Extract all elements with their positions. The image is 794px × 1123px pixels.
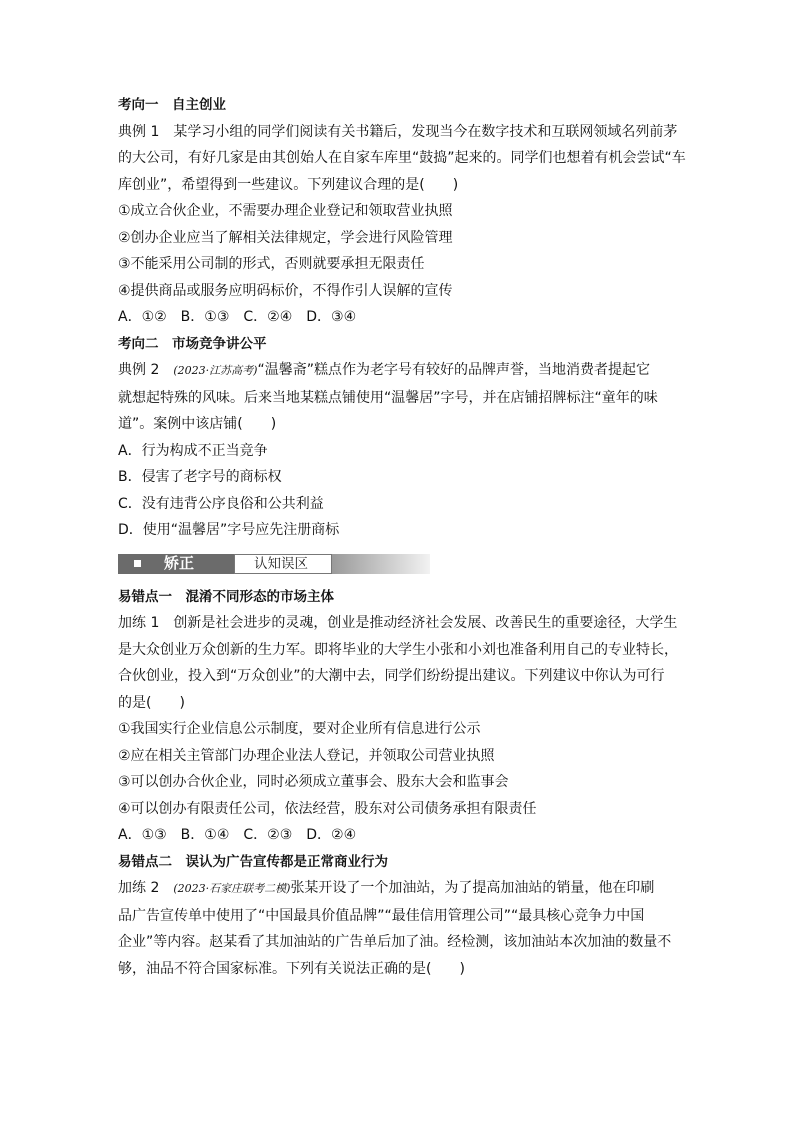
choice-item: ②创办企业应当了解相关法律规定，学会进行风险管理 bbox=[118, 229, 453, 246]
choice-item: ③不能采用公司制的形式，否则就要承担无限责任 bbox=[118, 256, 425, 272]
question-line: 企业”等内容。赵某看了其加油站的广告单后加了油。经检测，该加油站本次加油的数量不 bbox=[118, 934, 672, 950]
question-line: 典例 2 (2023·江苏高考)“温馨斋”糕点作为老字号有较好的品牌声誉，当地消费者提起它 bbox=[118, 362, 650, 378]
question-line: 加练 1 创新是社会进步的灵魂，创业是推动经济社会发展、改善民生的重要途径，大学生 bbox=[118, 615, 678, 631]
example-label: 典例 2 bbox=[118, 362, 160, 378]
source-citation: (2023·石家庄联考二模) bbox=[173, 882, 291, 895]
question-line: 道”。案例中该店铺( ) bbox=[118, 416, 277, 432]
document-page bbox=[118, 92, 686, 982]
section-heading: 易错点二 误认为广告宣传都是正常商业行为 bbox=[118, 853, 388, 870]
question-line: 库创业”，希望得到一些建议。下列建议合理的是( ) bbox=[118, 176, 459, 193]
banner-title: 矫正 bbox=[164, 553, 195, 572]
source-citation: (2023·江苏高考) bbox=[173, 364, 258, 377]
question-line: 品广告宣传单中使用了“中国最具价值品牌”“最佳信用管理公司”“最具核心竞争力中国 bbox=[118, 907, 645, 924]
choice-item: ②应在相关主管部门办理企业法人登记，并领取公司营业执照 bbox=[118, 747, 495, 764]
section-heading: 易错点一 混淆不同形态的市场主体 bbox=[118, 588, 334, 605]
section-heading: 考向一 自主创业 bbox=[118, 97, 226, 113]
example-label: 加练 1 bbox=[118, 615, 160, 631]
section-banner bbox=[118, 552, 430, 574]
choice-item: ④可以创办有限责任公司，依法经营，股东对公司债务承担有限责任 bbox=[118, 800, 537, 817]
question-line: 的是( ) bbox=[118, 694, 185, 711]
square-bullet-icon bbox=[134, 560, 141, 567]
banner-subtitle: 认知误区 bbox=[254, 555, 308, 572]
question-line: 合伙创业，投入到“万众创业”的大潮中去，同学们纷纷提出建议。下列建议中你认为可行 bbox=[118, 668, 665, 684]
question-line: 够，油品不符合国家标准。下列有关说法正确的是( ) bbox=[118, 960, 465, 977]
choice-item: ①成立合伙企业，不需要办理企业登记和领取营业执照 bbox=[118, 203, 453, 219]
answer-option: A．行为构成不正当竞争 bbox=[118, 442, 268, 459]
answer-options: A．①② B．①③ C．②④ D．③④ bbox=[118, 309, 357, 325]
question-line: 典例 1 某学习小组的同学们阅读有关书籍后，发现当今在数字技术和互联网领域名列前茅 bbox=[118, 123, 678, 140]
question-line: 就想起特殊的风味。后来当地某糕点铺使用“温馨居”字号，并在店铺招牌标注“童年的味 bbox=[118, 389, 658, 406]
answer-option: B．侵害了老字号的商标权 bbox=[118, 469, 282, 485]
question-line: 的大公司，有好几家是由其创始人在自家车库里“鼓捣”起来的。同学们也想着有机会尝试“车 bbox=[118, 150, 686, 166]
answer-options: A．①③ B．①④ C．②③ D．②④ bbox=[118, 827, 357, 843]
answer-option: C．没有违背公序良俗和公共利益 bbox=[118, 495, 324, 512]
answer-option: D．使用“温馨居”字号应先注册商标 bbox=[118, 522, 340, 538]
example-label: 典例 1 bbox=[118, 123, 160, 140]
question-line: 是大众创业万众创新的生力军。即将毕业的大学生小张和小刘也准备利用自己的专业特长， bbox=[118, 641, 678, 658]
question-line: 加练 2 (2023·石家庄联考二模)张某开设了一个加油站，为了提高加油站的销量，他在印刷 bbox=[118, 880, 655, 896]
section-heading: 考向二 市场竞争讲公平 bbox=[118, 335, 267, 352]
example-label: 加练 2 bbox=[118, 880, 160, 896]
choice-item: ③可以创办合伙企业，同时必须成立董事会、股东大会和监事会 bbox=[118, 774, 509, 790]
choice-item: ④提供商品或服务应明码标价，不得作引人误解的宣传 bbox=[118, 282, 453, 299]
choice-item: ①我国实行企业信息公示制度，要对企业所有信息进行公示 bbox=[118, 721, 481, 737]
